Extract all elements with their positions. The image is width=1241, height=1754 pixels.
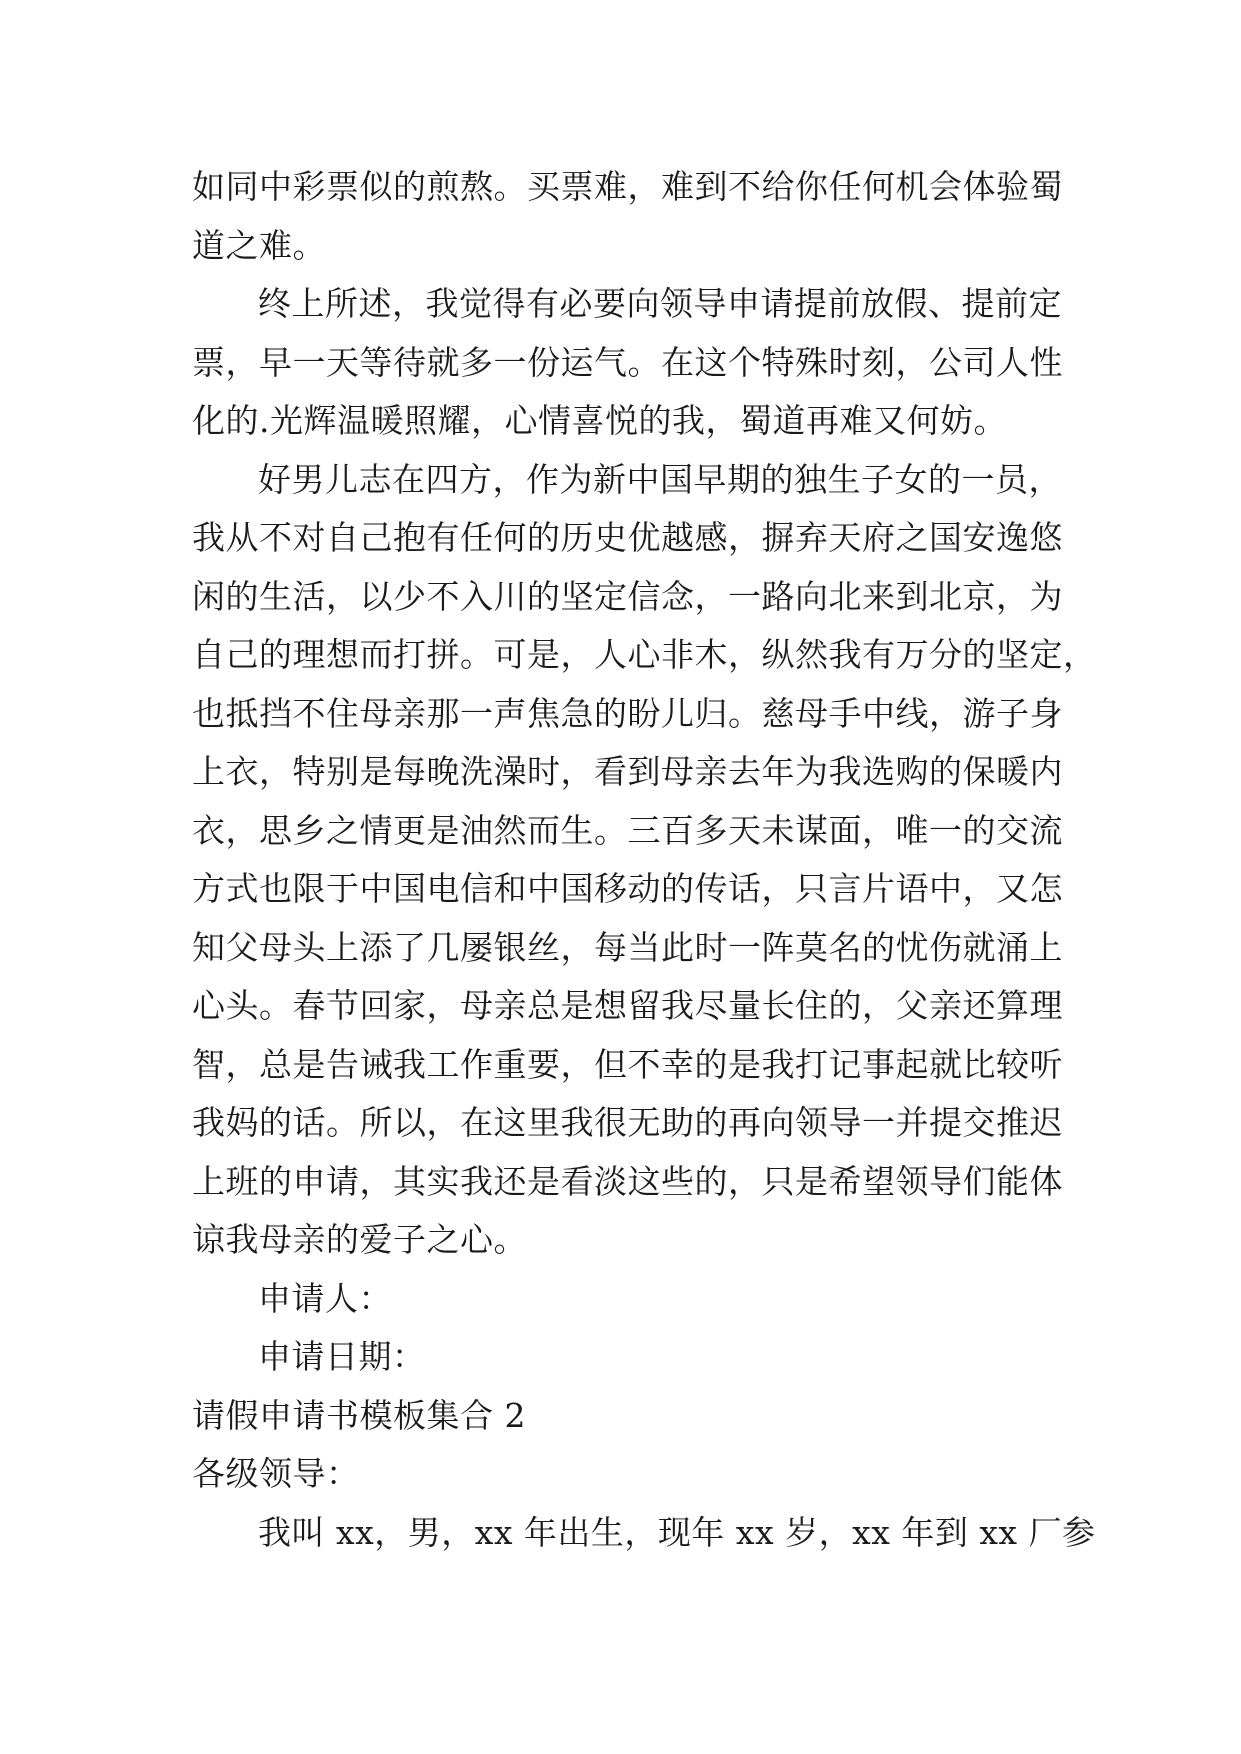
paragraph-line: 心头。春节回家，母亲总是想留我尽量长住的，父亲还算理 [192, 986, 1063, 1025]
salutation: 各级领导： [192, 1454, 360, 1493]
paragraph-line: 上班的申请，其实我还是看淡这些的，只是希望领导们能体 [192, 1161, 1063, 1201]
paragraph-line: 我妈的话。所以，在这里我很无助的再向领导一并提交推迟 [192, 1103, 1063, 1142]
paragraph-line: 衣，思乡之情更是油然而生。三百多天未谋面，唯一的交流 [192, 810, 1063, 850]
paragraph-line: 谅我母亲的爱子之心。 [192, 1220, 527, 1259]
paragraph-line: 自己的理想而打拼。可是，人心非木，纵然我有万分的坚定， [192, 635, 1097, 674]
paragraph-line: 道之难。 [192, 225, 326, 265]
document-body [192, 158, 1097, 1562]
paragraph-line: 票，早一天等待就多一份运气。在这个特殊时刻，公司人性 [192, 342, 1063, 382]
paragraph-line: 我叫 xx，男，xx 年出生，现年 xx 岁，xx 年到 xx 厂参 [258, 1512, 1096, 1552]
paragraph-line: 智，总是告诫我工作重要，但不幸的是我打记事起就比较听 [192, 1044, 1063, 1084]
paragraph-line: 方式也限于中国电信和中国移动的传话，只言片语中，又怎 [192, 869, 1063, 908]
paragraph-line: 终上所述，我觉得有必要向领导申请提前放假、提前定 [258, 284, 1062, 323]
paragraph-line: 知父母头上添了几屡银丝，每当此时一阵莫名的忧伤就涌上 [192, 927, 1063, 967]
paragraph-line: 我从不对自己抱有任何的历史优越感，摒弃天府之国安逸悠 [192, 518, 1063, 557]
paragraph-line: 如同中彩票似的煎熬。买票难，难到不给你任何机会体验蜀 [192, 167, 1063, 206]
application-date-label: 申请日期： [258, 1337, 426, 1376]
paragraph-line: 化的.光辉温暖照耀，心情喜悦的我，蜀道再难又何妨。 [192, 401, 1007, 440]
paragraph-line: 上衣，特别是每晚洗澡时，看到母亲去年为我选购的保暖内 [192, 752, 1063, 791]
paragraph-line: 好男儿志在四方，作为新中国早期的独生子女的一员， [258, 459, 1062, 499]
paragraph-line: 也抵挡不住母亲那一声焦急的盼儿归。慈母手中线，游子身 [192, 693, 1063, 733]
section-title: 请假申请书模板集合 2 [192, 1395, 526, 1435]
paragraph-line: 闲的生活，以少不入川的坚定信念，一路向北来到北京，为 [192, 576, 1063, 616]
applicant-label: 申请人： [258, 1278, 392, 1318]
